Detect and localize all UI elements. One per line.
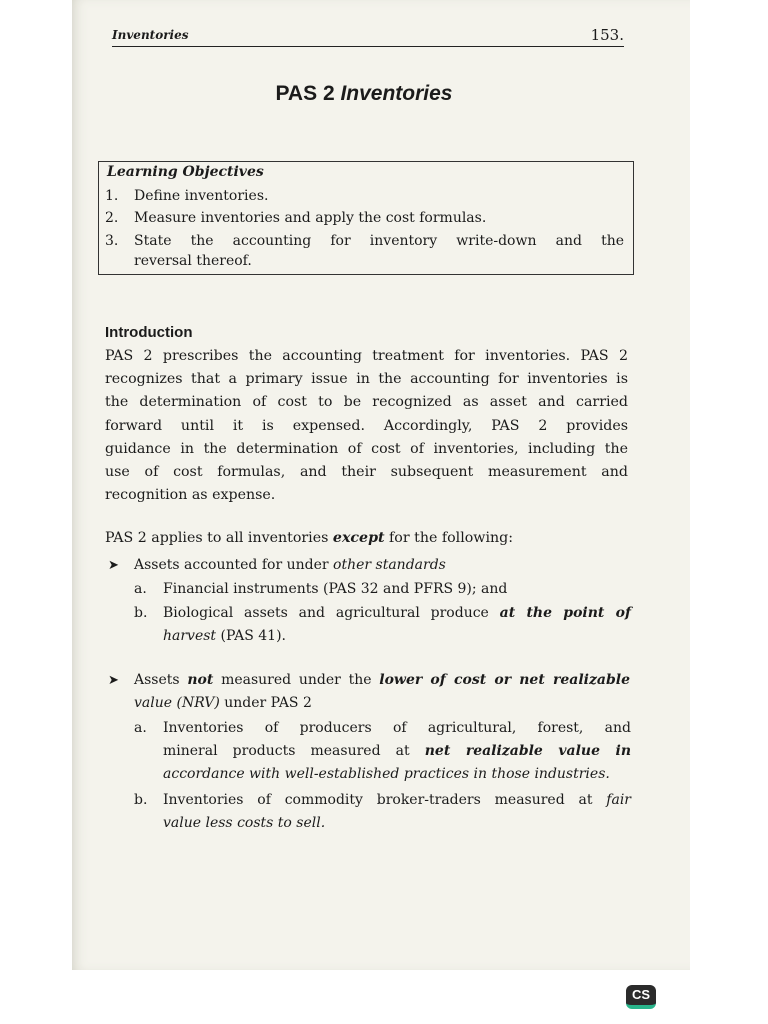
chapter-title-prefix: PAS 2 xyxy=(275,82,341,105)
bullet-emphasis: not xyxy=(187,672,214,688)
objective-number: 2. xyxy=(105,210,119,226)
sub-item-text: Inventories of commodity broker-traders measured at xyxy=(163,792,607,808)
sub-item-emphasis: accordance with well-established practices in those industries. xyxy=(163,766,610,782)
bullet-line xyxy=(134,669,630,692)
objective-item xyxy=(105,230,625,252)
sub-item-line xyxy=(163,625,631,648)
sub-item-line xyxy=(163,602,631,625)
sub-item-letter: b. xyxy=(134,605,148,621)
paragraph-line: guidance in the determination of cost of inventories, including the xyxy=(105,440,628,457)
introduction-heading: Introduction xyxy=(105,324,193,341)
sub-item-emphasis: harvest xyxy=(163,628,217,644)
objective-text: Define inventories. xyxy=(134,188,269,204)
running-head-title: Inventories xyxy=(112,28,189,42)
sub-item-a xyxy=(134,717,632,786)
objective-text: Measure inventories and apply the cost formulas. xyxy=(134,210,487,226)
introduction-paragraph xyxy=(105,345,628,507)
bullet-text: Assets accounted for under xyxy=(134,557,334,573)
sub-item-emphasis: fair xyxy=(606,792,631,808)
applies-sentence xyxy=(105,530,513,546)
learning-objectives-box xyxy=(98,161,634,275)
applies-text: PAS 2 applies to all inventories xyxy=(105,530,333,546)
objective-number: 1. xyxy=(105,188,119,204)
sub-item-line xyxy=(163,763,631,786)
bullet-text: measured under the xyxy=(213,672,380,688)
objective-item xyxy=(105,207,625,229)
sub-item-b xyxy=(134,602,631,648)
objective-number: 3. xyxy=(105,233,119,249)
sub-item-a xyxy=(134,578,629,601)
arrow-bullet-icon: ➤ xyxy=(108,558,119,573)
bullet-line xyxy=(134,692,630,715)
paragraph-line: forward until it is expensed. Accordingly, PAS 2 provides xyxy=(105,417,628,434)
sub-item-letter: b. xyxy=(134,792,148,808)
sub-item-line xyxy=(163,812,631,835)
sub-item-line: Inventories of producers of agricultural, forest, and xyxy=(163,720,631,736)
bullet-emphasis: value (NRV) xyxy=(134,695,220,711)
paragraph-line: the determination of cost to be recognized as asset and carried xyxy=(105,394,628,411)
sub-item-text: Financial instruments (PAS 32 and PFRS 9); and xyxy=(163,581,508,597)
arrow-bullet-icon: ➤ xyxy=(108,673,119,688)
camscanner-logo: CS xyxy=(626,985,656,1009)
chapter-title-emphasis: Inventories xyxy=(340,82,453,105)
sub-item-text: Biological assets and agricultural produce xyxy=(163,605,500,621)
paragraph-line: recognizes that a primary issue in the accounting for inventories is xyxy=(105,371,628,388)
objective-text: State the accounting for inventory write-down and the xyxy=(134,233,624,249)
sub-item-line xyxy=(163,740,631,763)
sub-item-text: (PAS 41). xyxy=(216,628,286,644)
objective-text-continued: reversal thereof. xyxy=(134,253,252,269)
sub-item-emphasis: net realizable value in xyxy=(424,743,632,759)
chapter-title xyxy=(0,82,728,106)
bullet-emphasis: lower of cost or net realizable xyxy=(379,672,630,688)
bullet-text: under PAS 2 xyxy=(219,695,312,711)
sub-item-letter: a. xyxy=(134,581,147,597)
objective-item xyxy=(105,185,625,207)
sub-item-line xyxy=(163,789,631,812)
applies-text-end: for the following: xyxy=(384,530,513,546)
sub-item-emphasis: at the point of xyxy=(499,605,631,621)
bullet-text: Assets xyxy=(134,672,188,688)
page-number: 153. xyxy=(590,26,624,44)
learning-objectives-heading: Learning Objectives xyxy=(107,164,264,180)
sub-item-letter: a. xyxy=(134,720,147,736)
sub-item-emphasis: value less costs to sell. xyxy=(163,815,326,831)
running-head xyxy=(112,26,624,47)
bullet-other-standards xyxy=(108,554,629,577)
sub-item-b xyxy=(134,789,631,835)
bullet-emphasis: other standards xyxy=(333,557,446,573)
paragraph-line: recognition as expense. xyxy=(105,487,276,504)
bullet-not-measured-nrv xyxy=(108,669,630,715)
applies-emphasis: except xyxy=(332,530,385,546)
paragraph-line: PAS 2 prescribes the accounting treatment for inventories. PAS 2 xyxy=(105,348,628,364)
sub-item-text: mineral products measured at xyxy=(163,743,425,759)
paragraph-line: use of cost formulas, and their subsequent measurement and xyxy=(105,464,628,481)
